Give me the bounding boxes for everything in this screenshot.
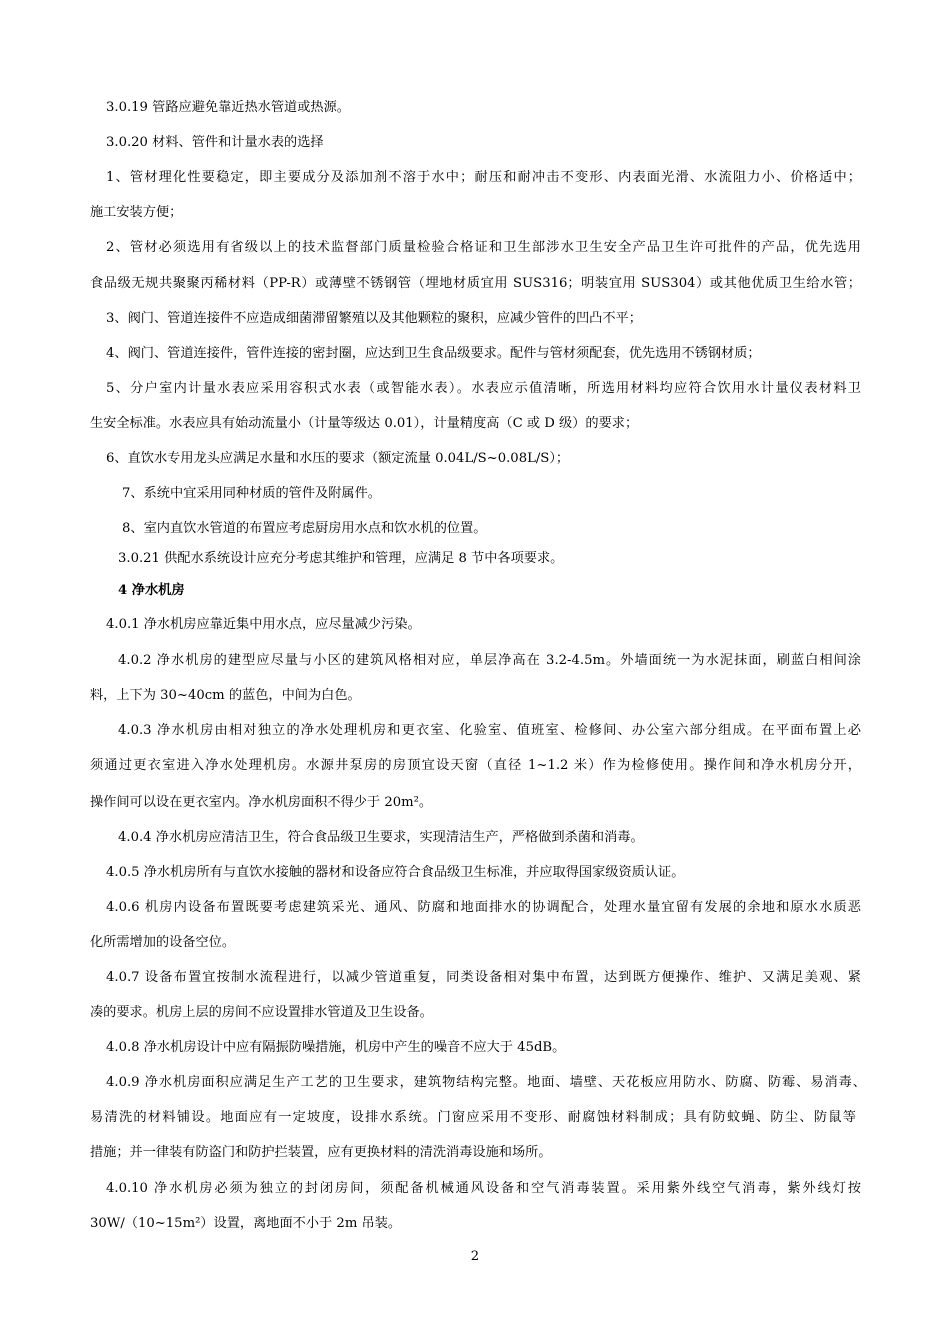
clause-4-0-2: 4.0.2 净水机房的建型应尽量与小区的建筑风格相对应，单层净高在 3.2-4.5m。外墙面统一为水泥抹面，刷蓝白相间涂: [118, 653, 861, 668]
clause-4-0-3: 4.0.3 净水机房由相对独立的净水处理机房和更衣室、化验室、值班室、检修间、办公室六部分组成。在平面布置上必: [118, 723, 861, 738]
list-item-2: 2、管材必须选用有省级以上的技术监督部门质量检验合格证和卫生部涉水卫生安全产品卫生许可批件的产品，优先选用: [106, 240, 861, 255]
clause-3-0-20: 3.0.20 材料、管件和计量水表的选择: [106, 135, 324, 150]
list-item-1: 1、管材理化性要稳定，即主要成分及添加剂不溶于水中；耐压和耐冲击不变形、内表面光滑、水流阻力小、价格适中；: [106, 170, 861, 185]
clause-4-0-2-cont: 料，上下为 30~40cm 的蓝色，中间为白色。: [90, 688, 361, 703]
list-item-8: 8、室内直饮水管道的布置应考虑厨房用水点和饮水机的位置。: [122, 521, 487, 536]
clause-4-0-9-cont-1: 易清洗的材料铺设。地面应有一定坡度，设排水系统。门窗应采用不变形、耐腐蚀材料制成；具有防蚊蝇、防尘、防鼠等: [90, 1110, 856, 1125]
list-item-5: 5、分户室内计量水表应采用容积式水表（或智能水表）。水表应示值清晰，所选用材料均应符合饮用水计量仪表材料卫: [106, 381, 861, 396]
list-item-7: 7、系统中宜采用同种材质的管件及附属件。: [122, 486, 381, 501]
clause-4-0-9: 4.0.9 净水机房面积应满足生产工艺的卫生要求，建筑物结构完整。地面、墙壁、天花板应用防水、防腐、防霉、易消毒、: [106, 1075, 866, 1090]
clause-4-0-10-cont: 30W/（10~15m²）设置，离地面不小于 2m 吊装。: [90, 1216, 402, 1231]
list-item-6: 6、直饮水专用龙头应满足水量和水压的要求（额定流量 0.04L/S~0.08L/S）；: [106, 451, 570, 466]
clause-4-0-8: 4.0.8 净水机房设计中应有隔振防噪措施，机房中产生的噪音不应大于 45dB。: [106, 1040, 566, 1055]
list-item-5-cont: 生安全标准。水表应具有始动流量小（计量等级达 0.01），计量精度高（C 或 D 级）的要求；: [90, 416, 639, 431]
clause-4-0-7-cont: 凑的要求。机房上层的房间不应设置排水管道及卫生设备。: [90, 1005, 433, 1020]
list-item-4: 4、阀门、管道连接件，管件连接的密封圈，应达到卫生食品级要求。配件与管材须配套，优先选用不锈钢材质；: [106, 346, 761, 361]
clause-4-0-3-cont-2: 操作间可以设在更衣室内。净水机房面积不得少于 20m²。: [90, 795, 433, 810]
page-number: 2: [470, 1249, 480, 1264]
list-item-1-cont: 施工安装方便；: [90, 205, 183, 220]
list-item-2-cont: 食品级无规共聚聚丙稀材料（PP-R）或薄壁不锈钢管（埋地材质宜用 SUS316；明装宜用 SUS304）或其他优质卫生给水管；: [90, 276, 861, 291]
clause-4-0-6-cont: 化所需增加的设备空位。: [90, 935, 236, 950]
clause-4-0-6: 4.0.6 机房内设备布置既要考虑建筑采光、通风、防腐和地面排水的协调配合，处理水量宜留有发展的余地和原水水质恶: [106, 900, 861, 915]
clause-3-0-21: 3.0.21 供配水系统设计应充分考虑其维护和管理，应满足 8 节中各项要求。: [118, 551, 564, 566]
clause-4-0-3-cont-1: 须通过更衣室进入净水处理机房。水源井泵房的房顶宜设天窗（直径 1~1.2 米）作为检修使用。操作间和净水机房分开，: [90, 758, 861, 773]
clause-4-0-1: 4.0.1 净水机房应靠近集中用水点，应尽量减少污染。: [106, 617, 421, 632]
clause-3-0-19: 3.0.19 管路应避免靠近热水管道或热源。: [106, 100, 350, 115]
clause-4-0-9-cont-2: 措施；并一律装有防盗门和防护拦装置，应有更换材料的清洗消毒设施和场所。: [90, 1145, 552, 1160]
clause-4-0-10: 4.0.10 净水机房必须为独立的封闭房间，须配备机械通风设备和空气消毒装置。采用紫外线空气消毒，紫外线灯按: [106, 1181, 861, 1196]
list-item-3: 3、阀门、管道连接件不应造成细菌滞留繁殖以及其他颗粒的聚积，应减少管件的凹凸不平；: [106, 311, 642, 326]
clause-4-0-5: 4.0.5 净水机房所有与直饮水接触的器材和设备应符合食品级卫生标准，并应取得国家级资质认证。: [106, 865, 685, 880]
clause-4-0-4: 4.0.4 净水机房应清洁卫生，符合食品级卫生要求，实现清洁生产，严格做到杀菌和消毒。: [118, 830, 644, 845]
clause-4-0-7: 4.0.7 设备布置宜按制水流程进行，以减少管道重复，同类设备相对集中布置，达到既方便操作、维护、又满足美观、紧: [106, 970, 861, 985]
section-heading-4: 4 净水机房: [118, 583, 185, 598]
